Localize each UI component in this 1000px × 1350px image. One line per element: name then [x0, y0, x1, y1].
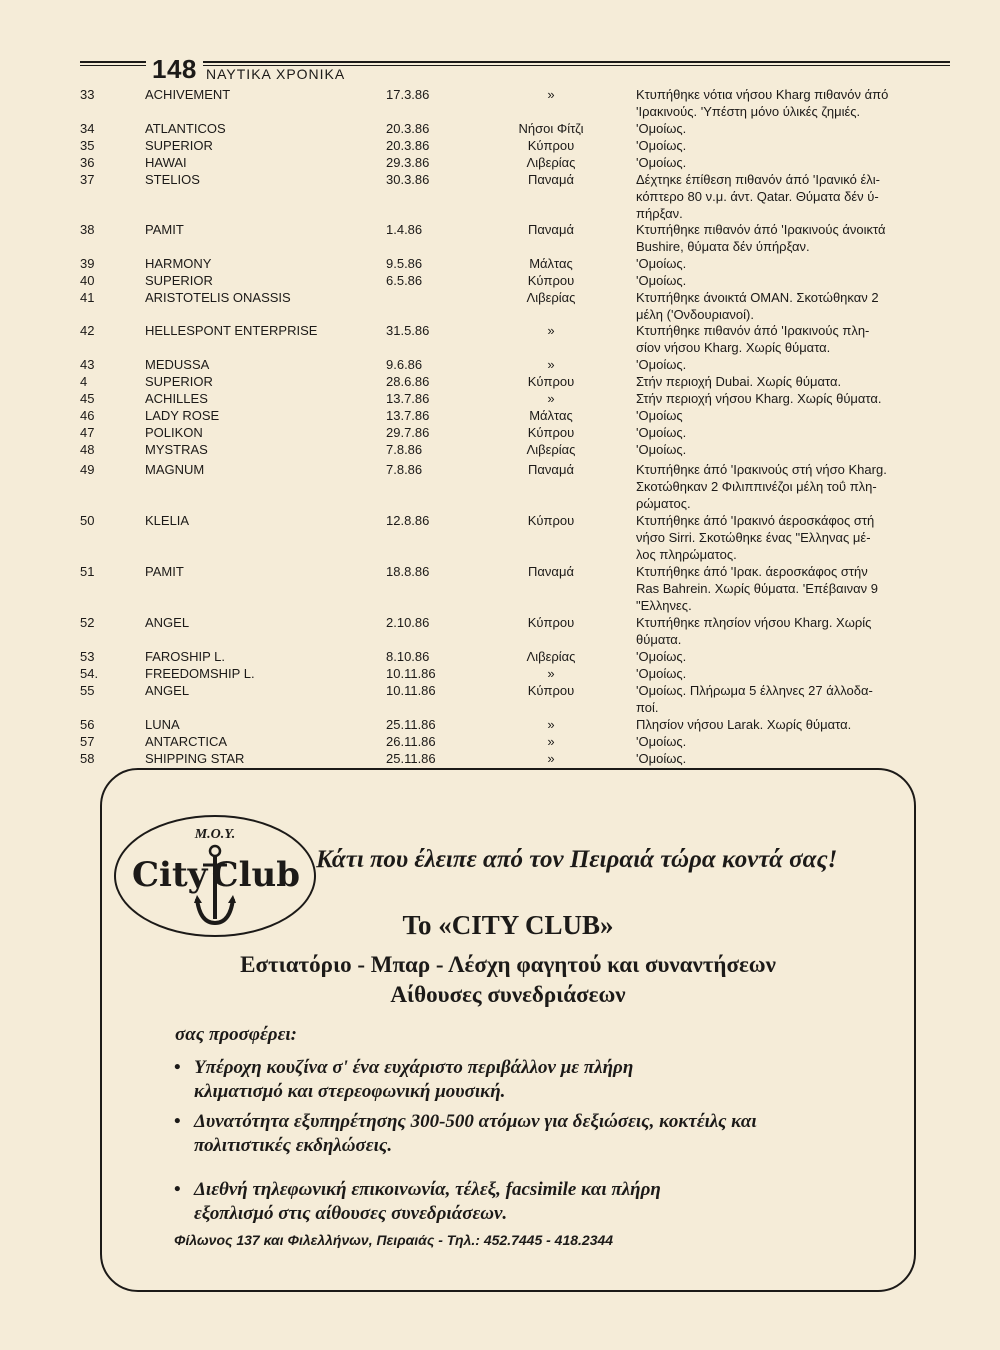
attack-date: 28.6.86 [386, 374, 430, 389]
note-line: νήσο Sirri. Σκοτώθηκε ένας "Ελληνας μέ- [636, 529, 871, 545]
row-number: 40 [80, 273, 95, 288]
note-line: 'Ομοίως [636, 408, 683, 423]
ship-flag: Λιβερίας [526, 155, 576, 170]
attack-date: 7.8.86 [386, 462, 423, 477]
attack-date: 8.10.86 [386, 649, 430, 664]
incident-note [636, 256, 956, 273]
note-line: Πλησίον νήσου Larak. Χωρίς θύματα. [636, 717, 852, 732]
offer-line: εξοπλισμό στις αίθουσες συνεδριάσεων. [194, 1203, 508, 1224]
attack-date: 6.5.86 [386, 273, 423, 288]
incident-note [636, 172, 956, 222]
page-number: 148 [146, 54, 203, 85]
row-number: 39 [80, 256, 95, 271]
ship-name: KLELIA [145, 513, 190, 528]
row-number: 51 [80, 564, 95, 579]
note-line: Κτυπήθηκε άπό 'Ιρακινό άεροσκάφος στή [636, 513, 875, 528]
ship-flag: Παναμά [528, 172, 574, 187]
offer-line: Δυνατότητα εξυπηρέτησης 300-500 ατόμων για δεξιώσεις, κοκτέιλς και [194, 1111, 757, 1132]
city-club-advertisement [100, 768, 916, 1292]
ship-name: SUPERIOR [145, 138, 213, 153]
row-number: 57 [80, 734, 95, 749]
ship-name: SHIPPING STAR [145, 751, 245, 766]
attack-date: 31.5.86 [386, 323, 430, 338]
note-line: ποί. [636, 699, 659, 715]
row-number: 49 [80, 462, 95, 477]
ship-name: ACHILLES [145, 391, 208, 406]
note-line: πήρξαν. [636, 205, 683, 221]
ship-flag: Κύπρου [527, 273, 575, 288]
offer-line: Υπέροχη κουζίνα σ' ένα ευχάριστο περιβάλλον με πλήρη [194, 1057, 634, 1078]
ship-flag: Νήσοι Φίτζι [518, 121, 584, 136]
note-line: θύματα. [636, 631, 682, 647]
attack-date: 25.11.86 [386, 717, 436, 732]
attack-date: 25.11.86 [386, 751, 436, 766]
row-number: 53 [80, 649, 95, 664]
ship-name: HAWAI [145, 155, 187, 170]
ad-subtitle-halls: Αίθουσες συνεδριάσεων [390, 982, 626, 1007]
ship-name: MAGNUM [145, 462, 205, 477]
ship-flag: Μάλτας [529, 256, 573, 271]
note-line: 'Ομοίως. [636, 425, 687, 440]
incident-note [636, 717, 956, 734]
row-number: 38 [80, 222, 95, 237]
ad-tagline: Κάτι που έλειπε από τον Πειραιά τώρα κοντά σας! [316, 846, 838, 873]
page-header [80, 56, 950, 88]
note-line: 'Ομοίως. [636, 273, 687, 288]
attack-date: 18.8.86 [386, 564, 430, 579]
ship-name: ARISTOTELIS ONASSIS [145, 290, 291, 305]
logo-monogram: M.O.Y. [194, 827, 236, 842]
ship-flag: » [547, 323, 555, 338]
attack-date: 26.11.86 [386, 734, 436, 749]
ship-name: ANGEL [145, 615, 190, 630]
incident-note [636, 357, 956, 374]
attack-date: 7.8.86 [386, 442, 423, 457]
attack-date: 20.3.86 [386, 121, 430, 136]
incident-note [636, 425, 956, 442]
attack-date: 13.7.86 [386, 408, 430, 423]
incident-note [636, 615, 956, 649]
bullet-dot-icon: • [174, 1111, 181, 1132]
ship-flag: Μάλτας [529, 408, 573, 423]
incident-note [636, 87, 956, 121]
ship-flag: Κύπρου [527, 513, 575, 528]
ship-name: ANTARCTICA [145, 734, 228, 749]
ship-name: POLIKON [145, 425, 203, 440]
bullet-dot-icon: • [174, 1057, 181, 1078]
ship-flag: » [547, 357, 555, 372]
note-line: 'Ιρακινούς. 'Υπέστη μόνο ύλικές ζημιές. [636, 103, 861, 119]
row-number: 45 [80, 391, 95, 406]
row-number: 48 [80, 442, 95, 457]
offer-line: Διεθνή τηλεφωνική επικοινωνία, τέλεξ, facsimile και πλήρη [194, 1179, 661, 1200]
row-number: 58 [80, 751, 95, 766]
attack-date: 10.11.86 [386, 683, 436, 698]
note-line: 'Ομοίως. [636, 442, 687, 457]
ship-flag: Παναμά [528, 564, 574, 579]
magazine-title: ΝΑΥΤΙΚΑ ΧΡΟΝΙΚΑ [202, 66, 349, 82]
note-line: Κτυπήθηκε άπό 'Ιρακινούς στή νήσο Kharg. [636, 462, 887, 477]
incident-note [636, 751, 956, 768]
ship-name: ANGEL [145, 683, 190, 698]
note-line: Κτυπήθηκε πιθανόν άπό 'Ιρακινούς άνοικτά [636, 222, 886, 237]
ship-name: PAMIT [145, 222, 184, 237]
ship-name: MEDUSSA [145, 357, 210, 372]
logo-city-word: City [132, 855, 208, 895]
ship-flag: » [547, 391, 555, 406]
note-line: 'Ομοίως. [636, 649, 687, 664]
note-line: Κτυπήθηκε νότια νήσου Kharg πιθανόν άπό [636, 87, 889, 102]
offer-line: πολιτιστικές εκδηλώσεις. [194, 1135, 393, 1156]
incident-note [636, 564, 956, 614]
logo-club-word: Club [211, 855, 300, 895]
attack-date: 9.5.86 [386, 256, 423, 271]
ship-flag: Λιβερίας [526, 442, 576, 457]
note-line: σίον νήσου Kharg. Χωρίς θύματα. [636, 339, 831, 355]
attack-date: 2.10.86 [386, 615, 430, 630]
ship-flag: Κύπρου [527, 138, 575, 153]
note-line: Σκοτώθηκαν 2 Φιλιππινέζοι μέλη τοΰ πλη- [636, 478, 877, 494]
row-number: 50 [80, 513, 95, 528]
row-number: 52 [80, 615, 95, 630]
incident-note [636, 323, 956, 357]
ship-name: STELIOS [145, 172, 200, 187]
row-number: 54. [80, 666, 99, 681]
note-line: 'Ομοίως. Πλήρωμα 5 έλληνες 27 άλλοδα- [636, 683, 873, 698]
ship-name: SUPERIOR [145, 273, 213, 288]
incident-note [636, 391, 956, 408]
incident-note [636, 462, 956, 512]
ship-name: HELLESPONT ENTERPRISE [145, 323, 318, 338]
ship-name: PAMIT [145, 564, 184, 579]
row-number: 4 [80, 374, 88, 389]
attack-date: 10.11.86 [386, 666, 436, 681]
incident-note [636, 649, 956, 666]
incident-note [636, 374, 956, 391]
ship-flag: Κύπρου [527, 683, 575, 698]
ad-subtitle-services: Εστιατόριο - Μπαρ - Λέσχη φαγητού και συναντήσεων [240, 952, 776, 977]
ship-flag: Κύπρου [527, 615, 575, 630]
row-number: 47 [80, 425, 95, 440]
ship-flag: » [547, 734, 555, 749]
ad-title: Το «CITY CLUB» [402, 910, 614, 940]
row-number: 56 [80, 717, 95, 732]
attack-date: 17.3.86 [386, 87, 430, 102]
ship-name: SUPERIOR [145, 374, 213, 389]
row-number: 46 [80, 408, 95, 423]
note-line: κόπτερο 80 ν.μ. άντ. Qatar. Θύματα δέν ύ- [636, 188, 879, 204]
incident-note [636, 734, 956, 751]
incident-note [636, 222, 956, 256]
row-number: 36 [80, 155, 95, 170]
attack-date: 20.3.86 [386, 138, 430, 153]
note-line: ρώματος. [636, 495, 691, 511]
row-number: 43 [80, 357, 95, 372]
attack-date: 29.3.86 [386, 155, 430, 170]
note-line: λος πληρώματος. [636, 546, 737, 562]
ad-contact-address-phone: Φίλωνος 137 και Φιλελλήνων, Πειραιάς - Τηλ.: 452.7445 - 418.2344 [174, 1232, 614, 1248]
bullet-dot-icon: • [174, 1179, 181, 1200]
ship-flag: Παναμά [528, 462, 574, 477]
ship-flag: Κύπρου [527, 425, 575, 440]
note-line: Κτυπήθηκε πλησίον νήσου Kharg. Χωρίς [636, 615, 872, 630]
note-line: Ras Bahrein. Χωρίς θύματα. 'Επέβαιναν 9 [636, 580, 878, 596]
row-number: 37 [80, 172, 95, 187]
ship-flag: Λιβερίας [526, 290, 576, 305]
ship-name: ACHIVEMENT [145, 87, 231, 102]
row-number: 35 [80, 138, 95, 153]
incident-note [636, 138, 956, 155]
incident-note [636, 442, 956, 459]
note-line: 'Ομοίως. [636, 734, 687, 749]
note-line: Κτυπήθηκε άνοικτά ΟΜΑΝ. Σκοτώθηκαν 2 [636, 290, 879, 305]
ship-name: ATLANTICOS [145, 121, 226, 136]
row-number: 34 [80, 121, 95, 136]
row-number: 33 [80, 87, 95, 102]
attack-date: 30.3.86 [386, 172, 430, 187]
ship-flag: » [547, 87, 555, 102]
attack-date: 13.7.86 [386, 391, 430, 406]
incident-note [636, 408, 956, 425]
note-line: 'Ομοίως. [636, 751, 687, 766]
note-line: Κτυπήθηκε άπό 'Ιρακ. άεροσκάφος στήν [636, 564, 868, 579]
attack-date: 12.8.86 [386, 513, 430, 528]
header-rule [80, 61, 950, 63]
ship-flag: Κύπρου [527, 374, 575, 389]
note-line: 'Ομοίως. [636, 666, 687, 681]
ship-name: LUNA [145, 717, 180, 732]
incident-note [636, 290, 956, 324]
ship-flag: Λιβερίας [526, 649, 576, 664]
ship-name: LADY ROSE [145, 408, 220, 423]
row-number: 55 [80, 683, 95, 698]
note-line: μέλη ('Ονδουριανοί). [636, 306, 754, 322]
note-line: Bushire, θύματα δέν ύπήρξαν. [636, 238, 810, 254]
note-line: 'Ομοίως. [636, 155, 687, 170]
ship-flag: » [547, 751, 555, 766]
note-line: 'Ομοίως. [636, 138, 687, 153]
attack-date: 1.4.86 [386, 222, 423, 237]
note-line: 'Ομοίως. [636, 256, 687, 271]
note-line: Στήν περιοχή νήσου Kharg. Χωρίς θύματα. [636, 391, 882, 406]
row-number: 42 [80, 323, 95, 338]
ship-flag: Παναμά [528, 222, 574, 237]
note-line: Στήν περιοχή Dubai. Χωρίς θύματα. [636, 374, 842, 389]
note-line: Δέχτηκε έπίθεση πιθανόν άπό 'Ιρανικό έλι- [636, 172, 880, 187]
ship-flag: » [547, 717, 555, 732]
incident-note [636, 683, 956, 717]
ship-flag: » [547, 666, 555, 681]
row-number: 41 [80, 290, 95, 305]
ship-name: MYSTRAS [145, 442, 208, 457]
attack-date: 29.7.86 [386, 425, 430, 440]
ship-name: HARMONY [145, 256, 212, 271]
note-line: Κτυπήθηκε πιθανόν άπό 'Ιρακινούς πλη- [636, 323, 870, 338]
attack-date: 9.6.86 [386, 357, 423, 372]
incident-note [636, 273, 956, 290]
note-line: 'Ομοίως. [636, 357, 687, 372]
ship-name: FAROSHIP L. [145, 649, 225, 664]
offers-label: σας προσφέρει: [175, 1024, 297, 1045]
note-line: "Ελληνες. [636, 597, 692, 613]
offer-line: κλιματισμό και στερεοφωνική μουσική. [194, 1081, 506, 1102]
incident-note [636, 513, 956, 563]
incident-note [636, 155, 956, 172]
ship-name: FREEDOMSHIP L. [145, 666, 255, 681]
note-line: 'Ομοίως. [636, 121, 687, 136]
incident-note [636, 666, 956, 683]
incident-note [636, 121, 956, 138]
